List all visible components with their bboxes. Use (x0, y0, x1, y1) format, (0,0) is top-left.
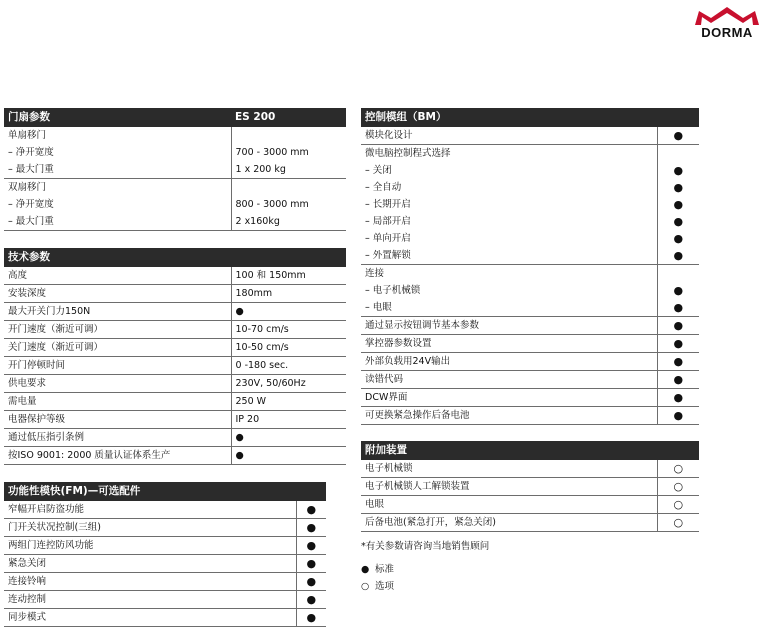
door-params-table (4, 108, 346, 231)
control-module-table (361, 108, 699, 425)
filled-dot-icon: ● (361, 564, 370, 575)
legend-label: 标准 (375, 564, 395, 575)
tech-params-table (4, 248, 346, 465)
ctrl-row-label: 可更换紧急操作后备电池 (361, 407, 657, 425)
ctrl-row-mark: ● (657, 317, 699, 335)
ctrl-row-mark: ● (657, 353, 699, 371)
ctrl-row-mark: ● (657, 127, 699, 145)
func-row-label: 同步模式 (4, 609, 296, 627)
ctrl-row-label: 连接 (365, 268, 385, 279)
func-row-label: 门开关状况控制(三组) (4, 519, 296, 537)
func-row-label: 紧急关闭 (4, 555, 296, 573)
ctrl-row-label: – 局部开启 (361, 213, 657, 230)
accessories-table (361, 441, 699, 532)
tech-row-label: 关门速度（渐近可调） (4, 339, 231, 357)
dorma-logo (691, 5, 763, 45)
func-row-mark: ● (296, 501, 326, 519)
door-row-label: – 净开宽度 (4, 144, 231, 161)
ctrl-row-mark: ● (657, 371, 699, 389)
brand-name: DORMA (701, 25, 753, 40)
tech-row-label: 供电要求 (4, 375, 231, 393)
door-row-label: 单扇移门 (8, 130, 47, 141)
ctrl-row-label: 微电脑控制程式选择 (365, 148, 451, 159)
ctrl-row-label: DCW界面 (361, 389, 657, 407)
ctrl-row-mark: ● (657, 230, 699, 247)
legend-option (361, 578, 394, 592)
door-params-title: 门扇参数 (4, 108, 231, 127)
func-modules-title: 功能性模快(FM)—可选配件 (4, 482, 326, 501)
acc-row-label: 电子机械锁 (361, 460, 657, 478)
door-row-value: 700 - 3000 mm (231, 144, 346, 161)
door-row-value: 2 x160kg (231, 213, 346, 231)
func-modules-table (4, 482, 326, 627)
ctrl-row-label: 读错代码 (361, 371, 657, 389)
tech-row-value: ● (231, 447, 346, 465)
ctrl-row-mark: ● (657, 389, 699, 407)
tech-row-value: IP 20 (231, 411, 346, 429)
door-params-model: ES 200 (231, 108, 346, 127)
ctrl-row-label: 模块化设计 (361, 127, 657, 145)
ctrl-row-mark (657, 145, 699, 163)
ctrl-row-mark (657, 265, 699, 283)
tech-params-title: 技术参数 (4, 248, 346, 267)
tech-row-value: 230V, 50/60Hz (231, 375, 346, 393)
func-row-label: 连接铃响 (4, 573, 296, 591)
ctrl-row-mark: ● (657, 282, 699, 299)
door-row-value (231, 127, 346, 144)
footnote: *有关参数请咨询当地销售顾问 (361, 541, 490, 552)
ctrl-row-label: – 单向开启 (361, 230, 657, 247)
crown-icon (691, 5, 763, 27)
ctrl-row-mark: ● (657, 196, 699, 213)
ctrl-row-label: 掌控器参数设置 (361, 335, 657, 353)
func-row-mark: ● (296, 519, 326, 537)
door-row-label: – 最大门重 (4, 213, 231, 231)
hollow-dot-icon: ○ (361, 581, 370, 592)
tech-row-label: 需电量 (4, 393, 231, 411)
ctrl-row-mark: ● (657, 213, 699, 230)
tech-row-label: 按ISO 9001: 2000 质量认证体系生产 (4, 447, 231, 465)
tech-row-label: 安装深度 (4, 285, 231, 303)
ctrl-row-label: – 电子机械锁 (361, 282, 657, 299)
ctrl-row-label: 通过显示按钮调节基本参数 (361, 317, 657, 335)
door-row-value: 1 x 200 kg (231, 161, 346, 179)
ctrl-row-mark: ● (657, 299, 699, 317)
tech-row-value: 180mm (231, 285, 346, 303)
control-module-title: 控制模组（BM） (361, 108, 699, 127)
acc-row-mark: ○ (657, 496, 699, 514)
tech-row-value: ● (231, 429, 346, 447)
ctrl-row-label: 外部负载用24V输出 (361, 353, 657, 371)
door-row-value (231, 179, 346, 197)
acc-row-label: 后备电池(紧急打开，紧急关闭) (361, 514, 657, 532)
ctrl-row-mark: ● (657, 407, 699, 425)
tech-row-value: ● (231, 303, 346, 321)
func-row-mark: ● (296, 555, 326, 573)
ctrl-row-mark: ● (657, 179, 699, 196)
door-row-value: 800 - 3000 mm (231, 196, 346, 213)
func-row-label: 两组门连控防风功能 (4, 537, 296, 555)
tech-row-label: 通过低压指引条例 (4, 429, 231, 447)
acc-row-mark: ○ (657, 478, 699, 496)
ctrl-row-mark: ● (657, 335, 699, 353)
func-row-label: 窄幅开启防盗功能 (4, 501, 296, 519)
ctrl-row-mark: ● (657, 247, 699, 265)
tech-row-value: 10-70 cm/s (231, 321, 346, 339)
ctrl-row-label: – 外置解锁 (361, 247, 657, 265)
ctrl-row-label: – 关闭 (361, 162, 657, 179)
tech-row-label: 开门停顿时间 (4, 357, 231, 375)
func-row-mark: ● (296, 591, 326, 609)
accessories-title: 附加装置 (361, 441, 699, 460)
tech-row-value: 250 W (231, 393, 346, 411)
acc-row-mark: ○ (657, 460, 699, 478)
acc-row-label: 电眼 (361, 496, 657, 514)
tech-row-label: 高度 (4, 267, 231, 285)
ctrl-row-mark: ● (657, 162, 699, 179)
ctrl-row-label: – 长期开启 (361, 196, 657, 213)
ctrl-row-label: – 全自动 (361, 179, 657, 196)
door-row-label: – 最大门重 (4, 161, 231, 179)
tech-row-value: 10-50 cm/s (231, 339, 346, 357)
func-row-mark: ● (296, 573, 326, 591)
tech-row-value: 0 -180 sec. (231, 357, 346, 375)
func-row-mark: ● (296, 537, 326, 555)
tech-row-value: 100 和 150mm (231, 267, 346, 285)
tech-row-label: 开门速度（渐近可调） (4, 321, 231, 339)
legend-label: 选项 (375, 581, 395, 592)
acc-row-mark: ○ (657, 514, 699, 532)
acc-row-label: 电子机械锁人工解锁装置 (361, 478, 657, 496)
tech-row-label: 最大开关门力150N (4, 303, 231, 321)
door-row-label: – 净开宽度 (4, 196, 231, 213)
door-row-label: 双扇移门 (8, 182, 47, 193)
func-row-label: 连动控制 (4, 591, 296, 609)
tech-row-label: 电器保护等级 (4, 411, 231, 429)
ctrl-row-label: – 电眼 (361, 299, 657, 317)
func-row-mark: ● (296, 609, 326, 627)
legend-standard (361, 561, 394, 575)
